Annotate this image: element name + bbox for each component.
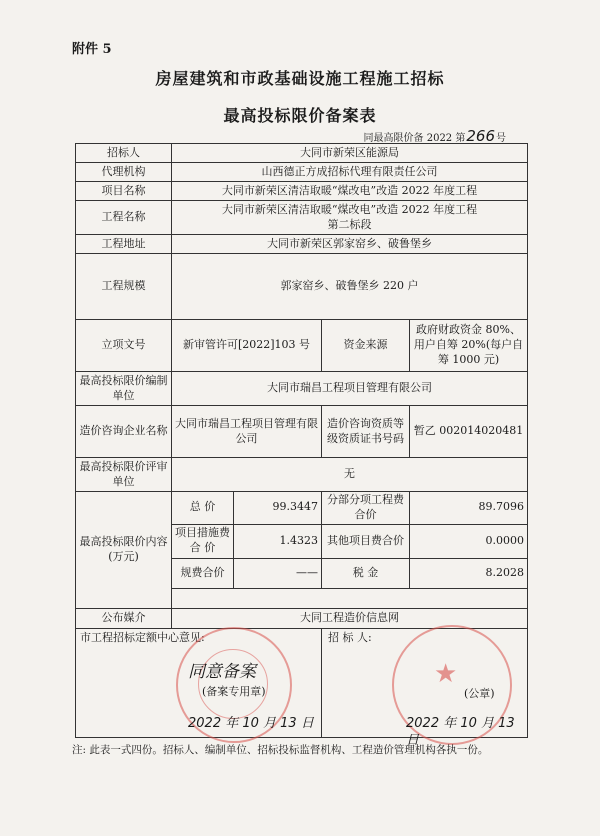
table-row (76, 628, 528, 737)
review-value: 无 (172, 458, 528, 492)
qual-value: 暂乙 002014020481 (410, 406, 528, 458)
center-seal-inner (198, 649, 268, 719)
media-value: 大同工程造价信息网 (172, 608, 528, 628)
funds-label: 资金来源 (322, 320, 410, 372)
approval-value: 新审管许可[2022]103 号 (172, 320, 322, 372)
official-seal-note: (公章) (464, 686, 495, 700)
tenderer-value: 大同市新荣区能源局 (172, 144, 528, 163)
record-suffix: 号 (496, 133, 506, 144)
tenderer-label: 招标人 (76, 144, 172, 163)
tenderer-opinion-title: 招 标 人: (328, 630, 372, 644)
page-title-line1: 房屋建筑和市政基础设施工程施工招标 (155, 69, 445, 88)
subitem-value: 89.7096 (410, 492, 528, 525)
tenderer-date: 2022 年 10 月 13 日 (406, 715, 515, 749)
table-row (76, 320, 528, 372)
tax-value: 8.2028 (410, 558, 528, 588)
table-row (76, 201, 528, 235)
consult-value: 大同市瑞昌工程项目管理有限公司 (172, 406, 322, 458)
subitem-label: 分部分项工程费合价 (322, 492, 410, 525)
table-row (76, 163, 528, 182)
fee-label: 规费合价 (172, 558, 234, 588)
table-row (76, 182, 528, 201)
table-row (76, 406, 528, 458)
project-value: 大同市新荣区清洁取暖“煤改电”改造 2022 年度工程 (172, 182, 528, 201)
filing-stamp-note: (备案专用章) (202, 684, 266, 698)
record-prefix: 同最高限价备 2022 第 (363, 133, 466, 144)
attachment-label: 附件 5 (72, 42, 112, 57)
center-opinion-title: 市工程招标定额中心意见: (80, 630, 205, 644)
page-title-line2: 最高投标限价备案表 (223, 106, 377, 125)
total-value: 99.3447 (234, 492, 322, 525)
project-label: 项目名称 (76, 182, 172, 201)
work-value-line1: 大同市新荣区清洁取暖“煤改电”改造 2022 年度工程 (221, 202, 478, 216)
table-row (76, 235, 528, 254)
other-value: 0.0000 (410, 524, 528, 558)
work-value-line2: 第二标段 (327, 217, 372, 231)
media-label: 公布媒介 (76, 608, 172, 628)
qual-label: 造价咨询资质等级资质证书号码 (322, 406, 410, 458)
measure-value: 1.4323 (234, 524, 322, 558)
record-number-value: 266 (466, 127, 495, 145)
filing-table (75, 143, 528, 749)
tenderer-opinion-cell (322, 628, 528, 749)
work-value (172, 201, 528, 235)
table-row (76, 144, 528, 163)
fee-value: —— (234, 558, 322, 588)
approval-label: 立项文号 (76, 320, 172, 372)
center-opinion-cell (76, 628, 322, 737)
funds-value: 政府财政资金 80%、用户自筹 20%(每户自筹 1000 元) (410, 320, 528, 372)
address-value: 大同市新荣区郭家窑乡、破鲁堡乡 (172, 235, 528, 254)
review-label: 最高投标限价评审单位 (76, 458, 172, 492)
total-label: 总 价 (172, 492, 234, 525)
measure-label: 项目措施费合 价 (172, 524, 234, 558)
work-label: 工程名称 (76, 201, 172, 235)
scale-label: 工程规模 (76, 254, 172, 320)
consult-label: 造价咨询企业名称 (76, 406, 172, 458)
table-row (76, 492, 528, 525)
address-label: 工程地址 (76, 235, 172, 254)
scale-value: 郭家窑乡、破鲁堡乡 220 户 (172, 254, 528, 320)
agency-value: 山西德正方成招标代理有限责任公司 (172, 163, 528, 182)
table-row (76, 458, 528, 492)
compile-label: 最高投标限价编制单位 (76, 372, 172, 406)
tax-label: 税 金 (322, 558, 410, 588)
empty-cell (172, 588, 528, 608)
center-date: 2022 年 10 月 13 日 (188, 715, 314, 731)
compile-value: 大同市瑞昌工程项目管理有限公司 (172, 372, 528, 406)
seal-star-icon: ★ (434, 658, 458, 689)
content-label: 最高投标限价内容(万元) (76, 492, 172, 609)
other-label: 其他项目费合价 (322, 524, 410, 558)
agency-label: 代理机构 (76, 163, 172, 182)
footer-note: 注: 此表一式四份。招标人、编制单位、招标投标监督机构、工程造价管理机构各执一份。 (72, 744, 489, 756)
approval-handwriting: 同意备案 (188, 661, 256, 682)
table-row (76, 254, 528, 320)
table-row (76, 372, 528, 406)
